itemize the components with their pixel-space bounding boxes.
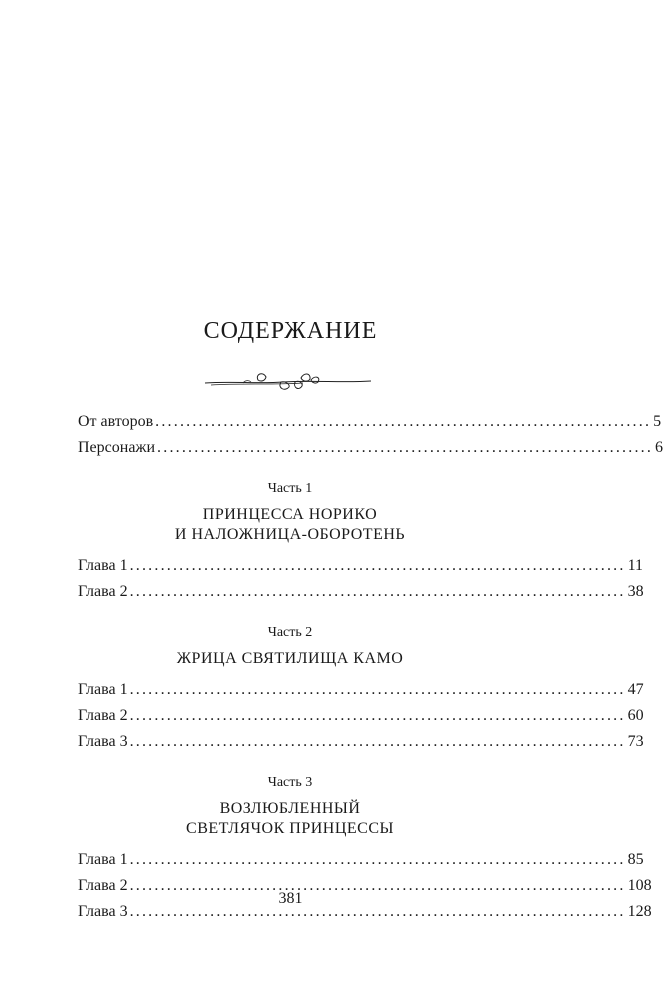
dot-leader: ................................................................................ — [157, 439, 654, 456]
dot-leader: ................................................................................ — [129, 877, 626, 894]
toc-entry-page: 11 — [627, 557, 643, 574]
vine-leaves-ornament-icon — [203, 366, 373, 396]
page-title: СОДЕРЖАНИЕ — [203, 318, 378, 344]
part-title-line: СВЕТЛЯЧОК ПРИНЦЕССЫ — [186, 820, 394, 837]
toc-entry-authors[interactable] — [78, 409, 662, 435]
part-title-line: И НАЛОЖНИЦА-ОБОРОТЕНЬ — [174, 526, 406, 543]
toc-entry-label: От авторов — [78, 413, 154, 430]
toc-entry-characters[interactable] — [78, 435, 663, 461]
toc-entry-part-2-chapter-3[interactable] — [78, 729, 644, 755]
toc-entry-label: Глава 3 — [78, 733, 128, 750]
toc-entry-page: 5 — [653, 413, 662, 430]
toc-entry-page: 60 — [627, 707, 644, 724]
toc-entry-label: Глава 1 — [78, 851, 128, 868]
toc-entry-page: 47 — [627, 681, 644, 698]
part-1-title — [78, 505, 502, 545]
toc-entry-page: 73 — [627, 733, 644, 750]
toc-entry-label: Глава 1 — [78, 681, 128, 698]
part-3-label: Часть 3 — [267, 775, 313, 790]
dot-leader: ................................................................................ — [129, 707, 626, 724]
dot-leader: ................................................................................ — [129, 681, 626, 698]
dot-leader: ................................................................................ — [129, 903, 626, 920]
toc-entry-part-3-chapter-1[interactable] — [78, 847, 644, 873]
part-title-line: ВОЗЛЮБЛЕННЫЙ — [219, 800, 361, 817]
toc-entry-part-1-chapter-1[interactable] — [78, 553, 643, 579]
dot-leader: ................................................................................ — [129, 583, 626, 600]
toc-entry-part-2-chapter-2[interactable] — [78, 703, 644, 729]
toc-entry-label: Глава 2 — [78, 583, 128, 600]
toc-entry-page: 6 — [655, 439, 663, 456]
toc-entry-label: Персонажи — [78, 439, 156, 456]
page-number: 381 — [278, 890, 303, 907]
toc-entry-page: 85 — [627, 851, 644, 868]
dot-leader: ................................................................................ — [129, 851, 626, 868]
toc-entry-label: Глава 2 — [78, 707, 128, 724]
part-3-title — [78, 799, 502, 839]
table-of-contents — [78, 409, 663, 925]
dot-leader: ................................................................................ — [129, 557, 626, 574]
toc-entry-label: Глава 1 — [78, 557, 128, 574]
toc-entry-part-2-chapter-1[interactable] — [78, 677, 644, 703]
dot-leader: ................................................................................ — [155, 413, 652, 430]
part-title-line: ЖРИЦА СВЯТИЛИЩА КАМО — [176, 650, 404, 667]
toc-entry-part-1-chapter-2[interactable] — [78, 579, 644, 605]
toc-entry-label: Глава 3 — [78, 903, 128, 920]
part-2-label: Часть 2 — [267, 625, 313, 640]
toc-entry-page: 128 — [627, 903, 652, 920]
toc-entry-page: 38 — [627, 583, 644, 600]
toc-entry-label: Глава 2 — [78, 877, 128, 894]
part-title-line: ПРИНЦЕССА НОРИКО — [202, 506, 378, 523]
toc-entry-page: 108 — [627, 877, 652, 894]
dot-leader: ................................................................................ — [129, 733, 626, 750]
part-1-label: Часть 1 — [267, 481, 313, 496]
part-2-title — [78, 649, 502, 669]
